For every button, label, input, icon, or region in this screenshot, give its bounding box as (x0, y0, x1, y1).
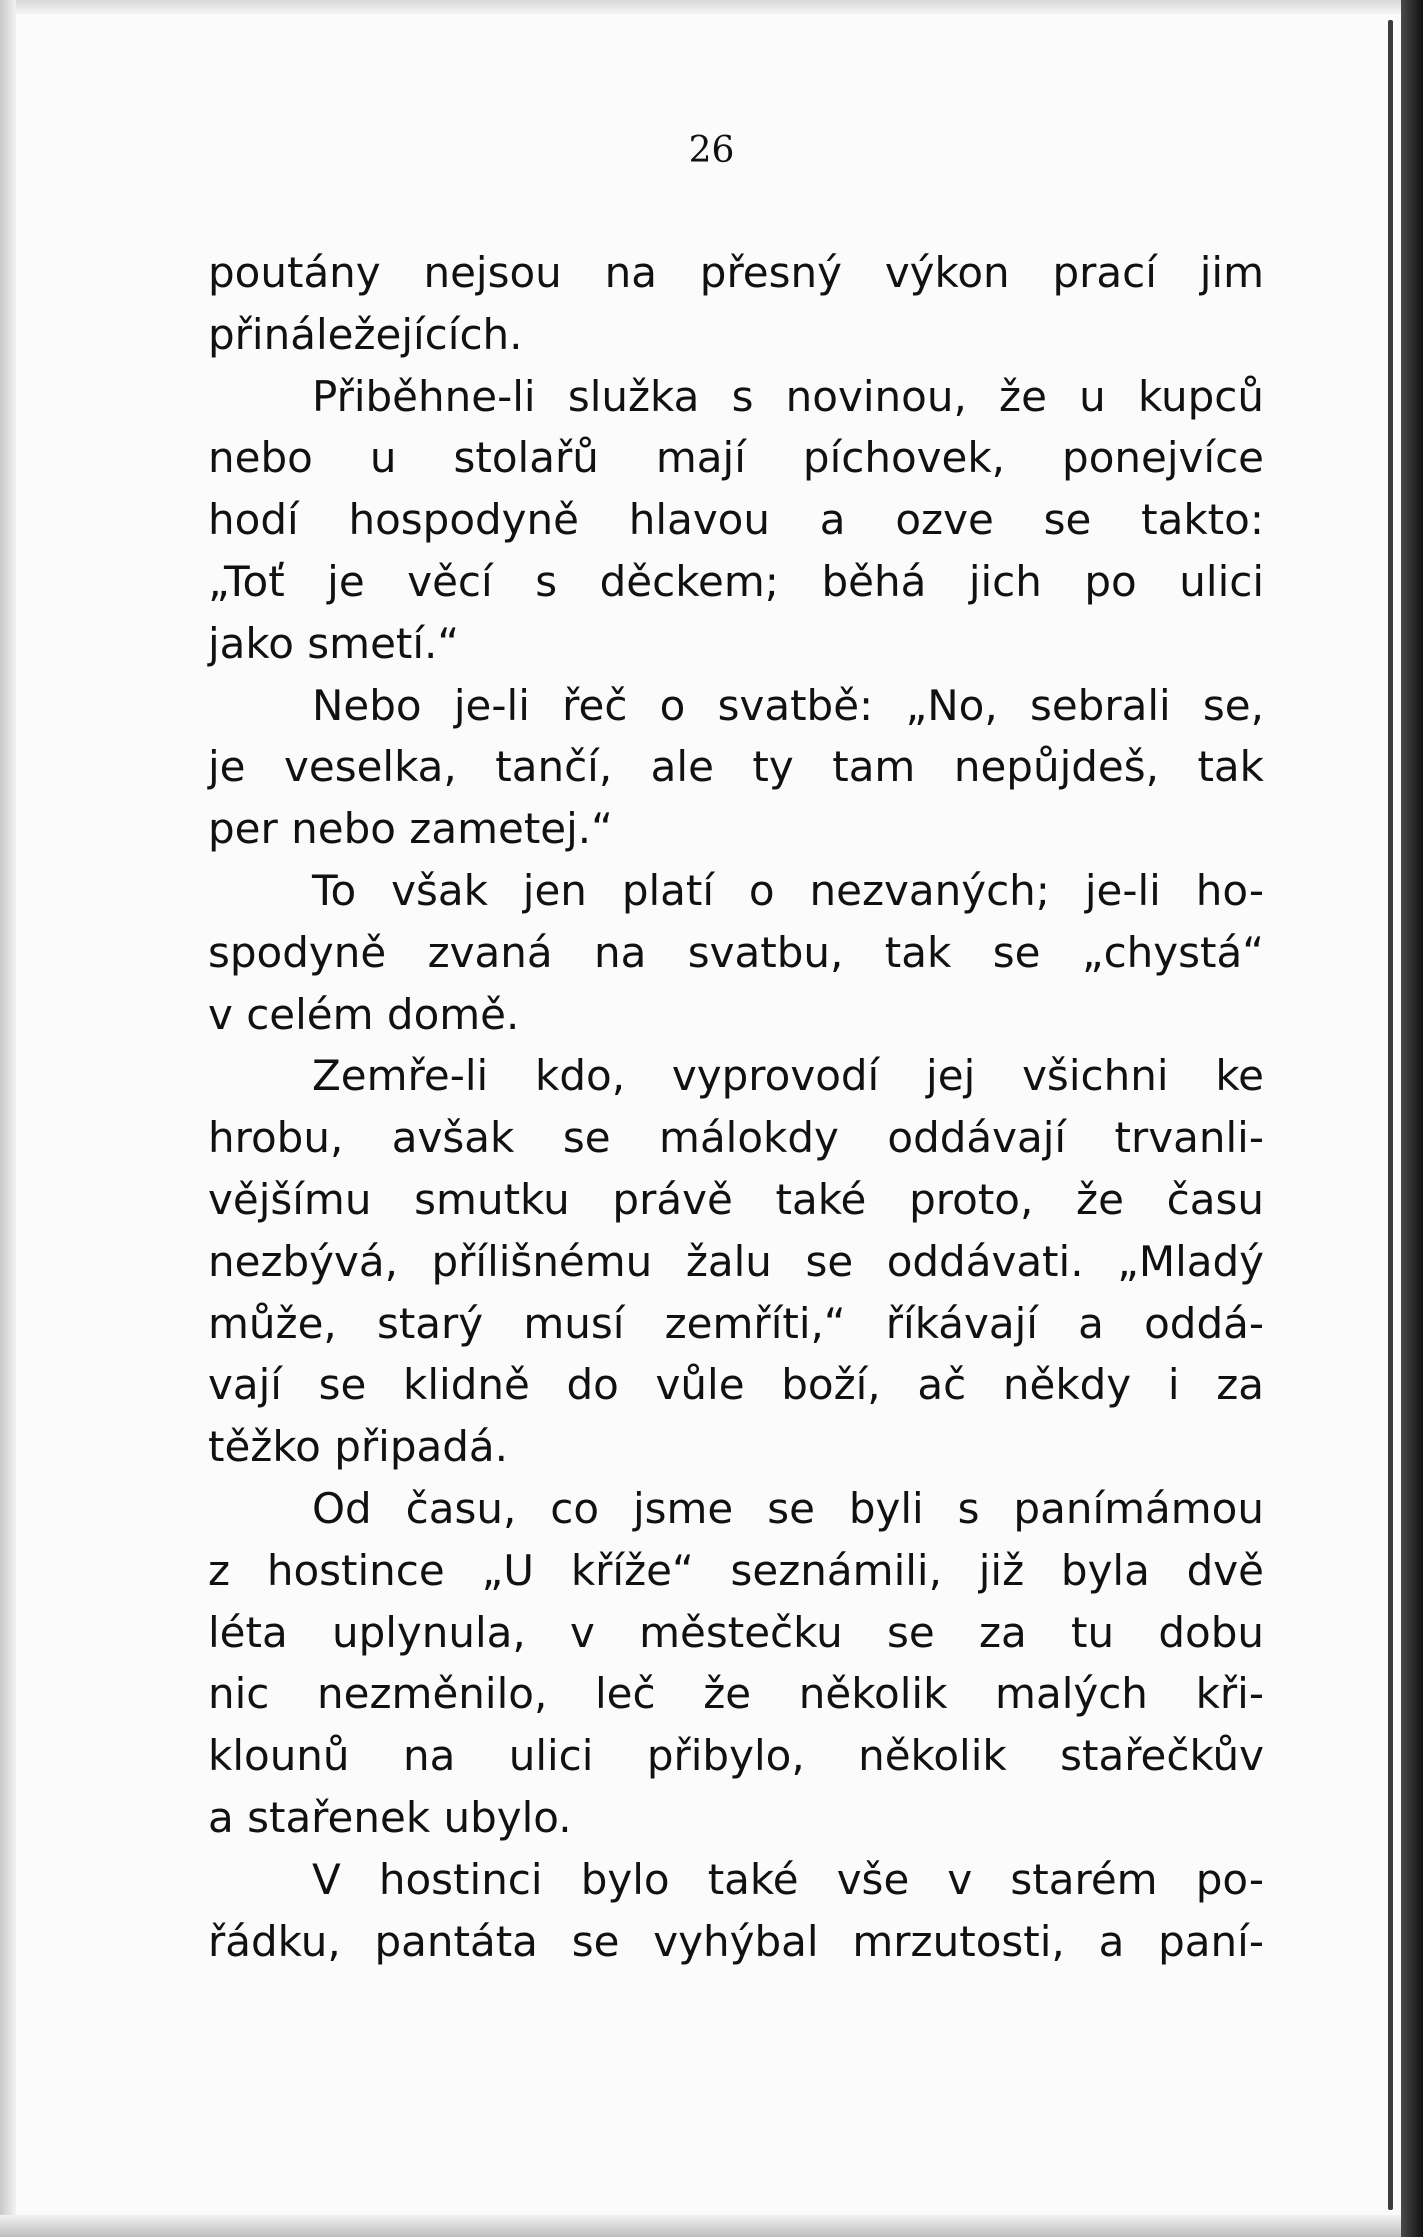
text-line: může, starý musí zemříti,“ říkávají a oddá- (208, 1298, 1264, 1348)
scan-edge-bottom (0, 2215, 1423, 2237)
text-line: a stařenek ubylo. (208, 1792, 572, 1842)
text-line: nezbývá, přílišnému žalu se oddávati. „Mladý (208, 1236, 1264, 1286)
text-line: per nebo zametej.“ (208, 804, 613, 854)
body-text (208, 242, 1264, 1972)
text-line: řádku, pantáta se vyhýbal mrzutosti, a paní- (208, 1916, 1264, 1966)
text-line: jako smetí.“ (208, 618, 460, 668)
scan-edge-shadow (1388, 20, 1393, 2210)
text-line: nebo u stolařů mají píchovek, ponejvíce (208, 433, 1264, 483)
text-line: hrobu, avšak se málokdy oddávají trvanli- (208, 1113, 1264, 1163)
text-line: vají se klidně do vůle boží, ač někdy i za (208, 1360, 1264, 1410)
scan-edge-top (0, 0, 1423, 14)
text-line: spodyně zvaná na svatbu, tak se „chystá“ (208, 927, 1264, 977)
text-line: přináležejících. (208, 309, 523, 359)
text-line: nic nezměnilo, leč že několik malých kři- (208, 1669, 1264, 1719)
text-line: poutány nejsou na přesný výkon prací jim (208, 248, 1264, 297)
text-line: těžko připadá. (208, 1422, 508, 1472)
scan-edge-right (1401, 0, 1423, 2237)
text-line: klounů na ulici přibylo, několik stařečkův (208, 1731, 1264, 1781)
text-line: z hostince „U kříže“ seznámili, již byla dvě (208, 1545, 1264, 1595)
text-line: V hostinci bylo také vše v starém po- (312, 1854, 1264, 1904)
page-number: 26 (688, 130, 735, 171)
text-line: Přiběhne-li služka s novinou, že u kupců (312, 371, 1264, 421)
text-line: Od času, co jsme se byli s panímámou (312, 1483, 1264, 1533)
text-line: „Toť je věcí s děckem; běhá jich po ulici (208, 556, 1264, 606)
scan-edge-left (0, 0, 16, 2237)
text-line: To však jen platí o nezvaných; je-li ho- (312, 865, 1264, 915)
text-line: léta uplynula, v městečku se za tu dobu (208, 1607, 1264, 1657)
text-line: je veselka, tančí, ale ty tam nepůjdeš, tak (208, 742, 1264, 792)
text-line: hodí hospodyně hlavou a ozve se takto: (208, 495, 1264, 545)
text-line: Nebo je-li řeč o svatbě: „No, sebrali se, (312, 680, 1264, 730)
text-line: Zemře-li kdo, vyprovodí jej všichni ke (312, 1051, 1264, 1101)
text-line: v celém domě. (208, 989, 520, 1039)
text-line: vějšímu smutku právě také proto, že času (208, 1174, 1264, 1224)
